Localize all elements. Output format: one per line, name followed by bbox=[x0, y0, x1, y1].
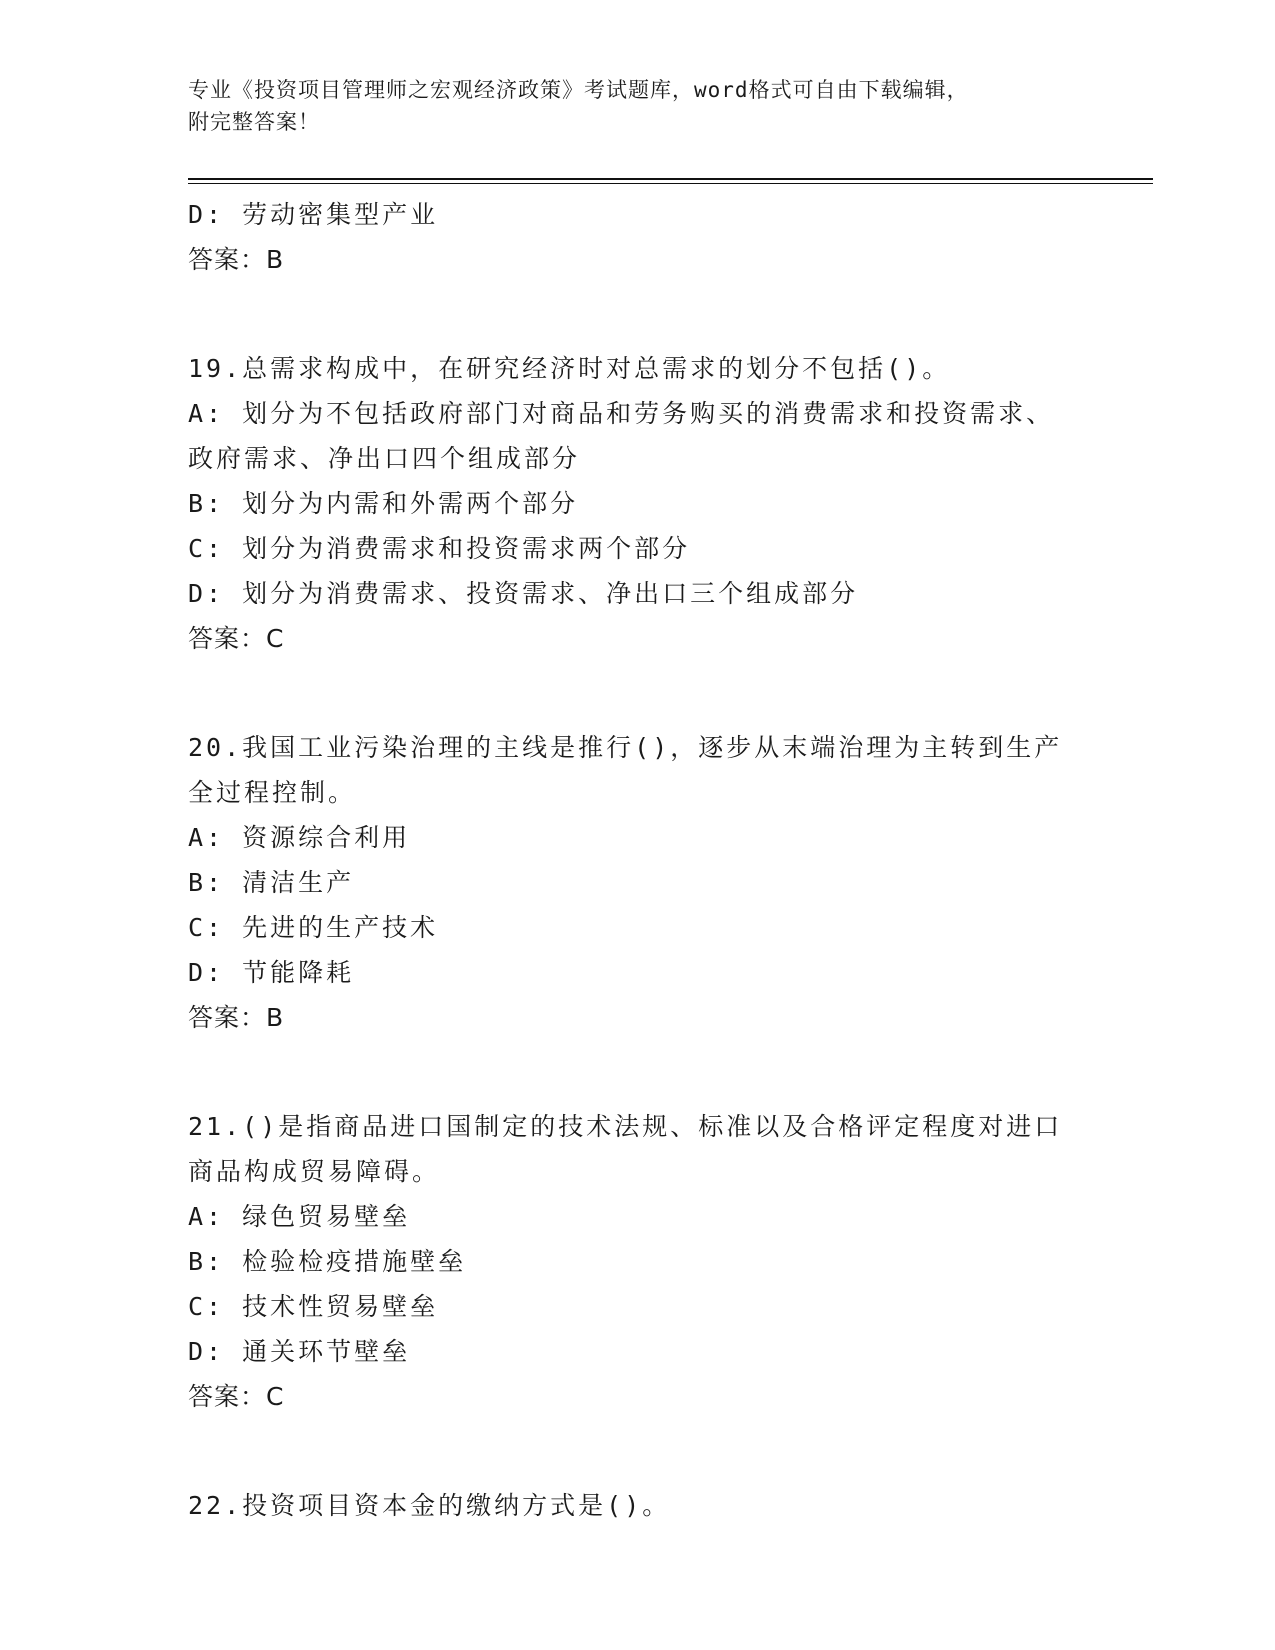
option-b: B: 检验检疫措施壁垒 bbox=[188, 1247, 467, 1276]
question-stem-continued: 全过程控制。 bbox=[188, 778, 357, 807]
option-d: D: 节能降耗 bbox=[188, 958, 355, 987]
option-a: A: 绿色贸易壁垒 bbox=[188, 1202, 411, 1231]
question-20 bbox=[188, 725, 1088, 1041]
question-stem: 20.我国工业污染治理的主线是推行()，逐步从末端治理为主转到生产 bbox=[188, 733, 1063, 762]
header-divider-thick bbox=[188, 178, 1153, 180]
header-divider-thin bbox=[188, 183, 1153, 184]
answer: 答案：B bbox=[188, 245, 285, 274]
question-list bbox=[188, 192, 1088, 1528]
question-stem: 19.总需求构成中，在研究经济时对总需求的划分不包括()。 bbox=[188, 354, 951, 383]
option-a: A: 划分为不包括政府部门对商品和劳务购买的消费需求和投资需求、 bbox=[188, 399, 1055, 428]
question-stem: 21.()是指商品进口国制定的技术法规、标准以及合格评定程度对进口 bbox=[188, 1112, 1063, 1141]
answer: 答案：B bbox=[188, 1003, 285, 1032]
option-b: B: 划分为内需和外需两个部分 bbox=[188, 489, 579, 518]
option-a-continued: 政府需求、净出口四个组成部分 bbox=[188, 444, 581, 473]
header-line-1: 专业《投资项目管理师之宏观经济政策》考试题库，word格式可自由下载编辑， bbox=[188, 78, 969, 102]
question-stem: 22.投资项目资本金的缴纳方式是()。 bbox=[188, 1491, 671, 1520]
answer: 答案：C bbox=[188, 1382, 285, 1411]
option-c: C: 先进的生产技术 bbox=[188, 913, 439, 942]
question-stem-continued: 商品构成贸易障碍。 bbox=[188, 1157, 441, 1186]
question-22 bbox=[188, 1483, 1088, 1528]
document-header bbox=[188, 74, 1088, 138]
question-18-tail bbox=[188, 192, 1088, 283]
question-19 bbox=[188, 346, 1088, 662]
option-c: C: 划分为消费需求和投资需求两个部分 bbox=[188, 534, 691, 563]
option-c: C: 技术性贸易壁垒 bbox=[188, 1292, 439, 1321]
option-d: D: 劳动密集型产业 bbox=[188, 200, 439, 229]
option-b: B: 清洁生产 bbox=[188, 868, 355, 897]
option-a: A: 资源综合利用 bbox=[188, 823, 411, 852]
option-d: D: 通关环节壁垒 bbox=[188, 1337, 411, 1366]
question-21 bbox=[188, 1104, 1088, 1420]
header-line-2: 附完整答案！ bbox=[188, 110, 320, 134]
option-d: D: 划分为消费需求、投资需求、净出口三个组成部分 bbox=[188, 579, 859, 608]
answer: 答案：C bbox=[188, 624, 285, 653]
